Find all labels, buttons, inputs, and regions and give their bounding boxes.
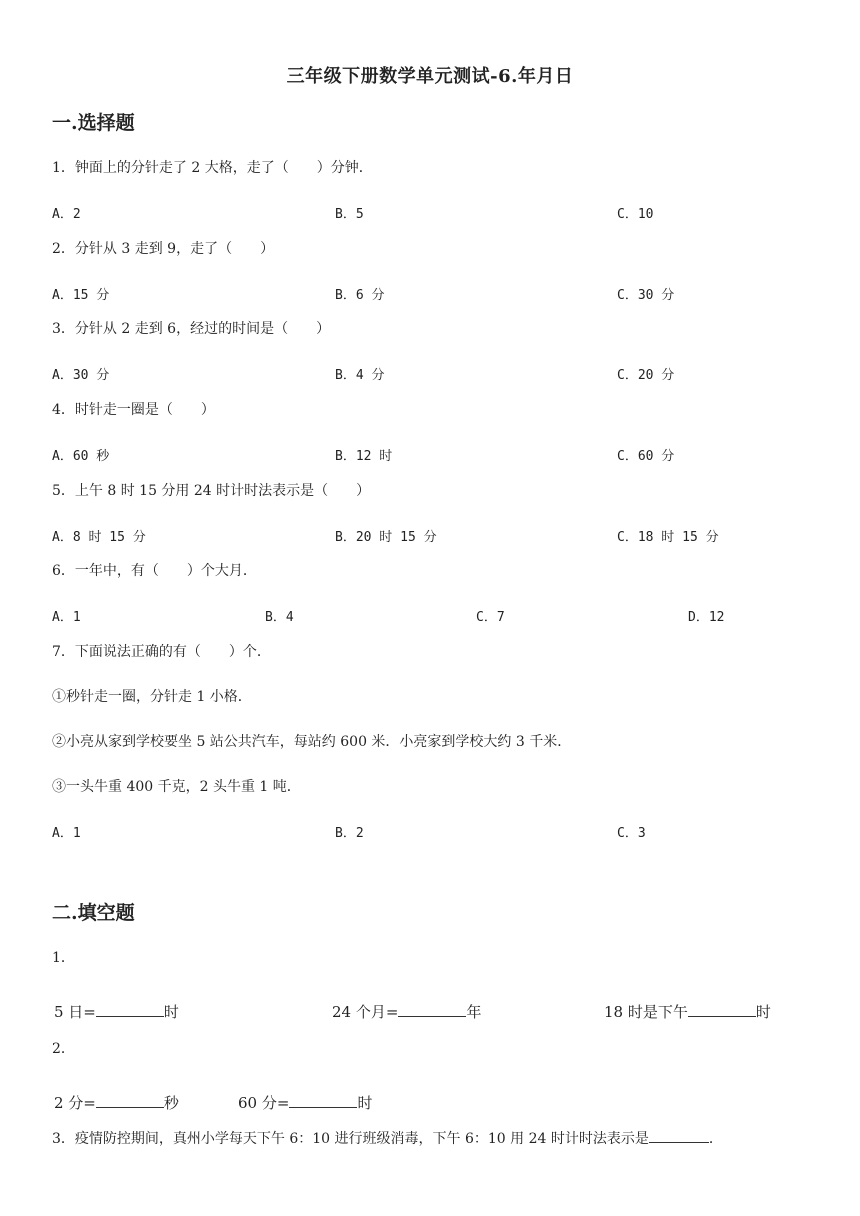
options-row — [52, 364, 812, 384]
option-c[interactable]: C．10 — [617, 207, 654, 222]
fill-question-1-number: 1． — [52, 950, 75, 966]
section-heading-choice: 一.选择题 — [52, 112, 135, 134]
option-b[interactable]: B．5 — [335, 207, 364, 222]
options-row — [52, 445, 812, 465]
option-a[interactable]: A．15 分 — [52, 288, 110, 303]
option-b[interactable]: B．20 时 15 分 — [335, 530, 437, 545]
option-c[interactable]: C．3 — [617, 826, 646, 841]
option-b[interactable]: B．4 分 — [335, 368, 385, 383]
fill-item — [238, 1092, 372, 1113]
fill-suffix: 时 — [163, 1003, 179, 1021]
fill-item — [332, 1001, 481, 1022]
option-a[interactable]: A．8 时 15 分 — [52, 530, 146, 545]
question-text: 3．疫情防控期间，真州小学每天下午 6：10 进行班级消毒，下午 6：10 用 24 时计时法表示是 — [52, 1131, 649, 1147]
option-c[interactable]: C．7 — [476, 610, 505, 625]
options-row — [52, 526, 812, 546]
fill-prefix: 60 分= — [238, 1094, 290, 1112]
option-b[interactable]: B．12 时 — [335, 449, 393, 464]
fill-prefix: 18 时是下午 — [604, 1003, 688, 1021]
option-a[interactable]: A．60 秒 — [52, 449, 110, 464]
question-6: 6．一年中，有（ ）个大月． — [52, 563, 257, 579]
option-b[interactable]: B．2 — [335, 826, 364, 841]
question-end: ． — [708, 1131, 723, 1147]
section-heading-fill: 二.填空题 — [52, 902, 135, 924]
options-row — [52, 203, 812, 223]
answer-blank[interactable] — [96, 1093, 164, 1108]
option-c[interactable]: C．60 分 — [617, 449, 675, 464]
option-a[interactable]: A．30 分 — [52, 368, 110, 383]
fill-suffix: 年 — [466, 1003, 482, 1021]
option-c[interactable]: C．20 分 — [617, 368, 675, 383]
statement-2: ②小亮从家到学校要坐 5 站公共汽车，每站约 600 米．小亮家到学校大约 3 千米． — [52, 734, 572, 750]
fill-suffix: 时 — [357, 1094, 373, 1112]
question-3: 3．分针从 2 走到 6，经过的时间是（ ） — [52, 321, 331, 337]
fill-question-3 — [52, 1128, 723, 1148]
fill-item — [54, 1001, 179, 1022]
options-row — [52, 284, 812, 304]
option-d[interactable]: D．12 — [688, 610, 725, 625]
question-5: 5．上午 8 时 15 分用 24 时计时法表示是（ ） — [52, 483, 371, 499]
fill-prefix: 24 个月= — [332, 1003, 399, 1021]
page-title: 三年级下册数学单元测试-6.年月日 — [286, 66, 574, 87]
answer-blank[interactable] — [649, 1128, 709, 1143]
option-c[interactable]: C．30 分 — [617, 288, 675, 303]
question-7: 7．下面说法正确的有（ ）个． — [52, 644, 271, 660]
answer-blank[interactable] — [688, 1002, 756, 1017]
fill-item — [54, 1092, 179, 1113]
fill-suffix: 时 — [755, 1003, 771, 1021]
option-c[interactable]: C．18 时 15 分 — [617, 530, 719, 545]
option-b[interactable]: B．4 — [265, 610, 294, 625]
statement-1: ①秒针走一圈，分针走 1 小格． — [52, 689, 252, 705]
options-row — [52, 606, 812, 626]
question-4: 4．时针走一圈是（ ） — [52, 402, 215, 418]
option-b[interactable]: B．6 分 — [335, 288, 385, 303]
option-a[interactable]: A．1 — [52, 610, 81, 625]
fill-question-2-number: 2． — [52, 1041, 75, 1057]
statement-3: ③一头牛重 400 千克，2 头牛重 1 吨． — [52, 779, 301, 795]
answer-blank[interactable] — [289, 1093, 357, 1108]
option-a[interactable]: A．2 — [52, 207, 81, 222]
fill-item — [604, 1001, 771, 1022]
question-1: 1．钟面上的分针走了 2 大格，走了（ ）分钟． — [52, 160, 373, 176]
answer-blank[interactable] — [96, 1002, 164, 1017]
options-row — [52, 822, 812, 842]
fill-suffix: 秒 — [163, 1094, 179, 1112]
fill-prefix: 2 分= — [54, 1094, 96, 1112]
option-a[interactable]: A．1 — [52, 826, 81, 841]
fill-prefix: 5 日= — [54, 1003, 96, 1021]
answer-blank[interactable] — [398, 1002, 466, 1017]
question-2: 2．分针从 3 走到 9，走了（ ） — [52, 241, 275, 257]
